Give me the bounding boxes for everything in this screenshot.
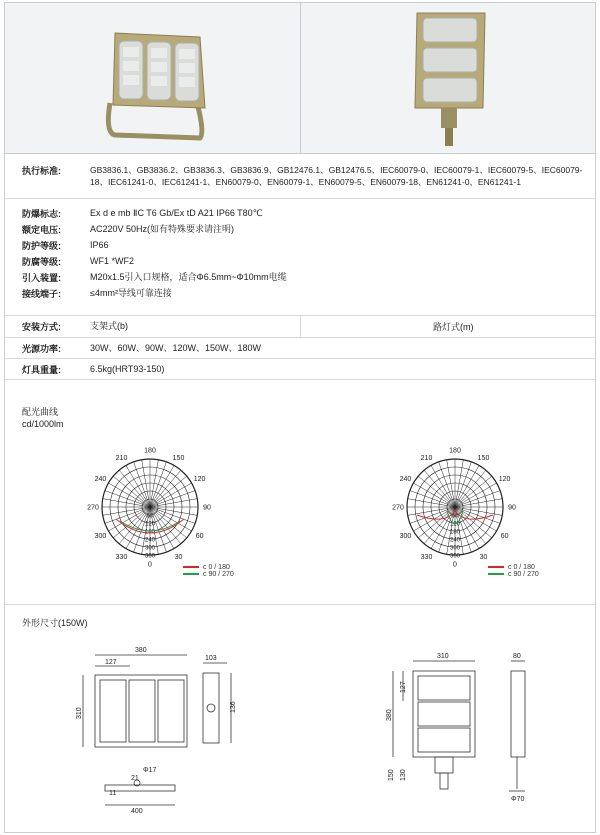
spec-row-voltage — [5, 223, 595, 239]
light-curve-section — [5, 382, 595, 605]
dimension-title: 外形尺寸(150W) — [22, 618, 88, 628]
dim-b: 11 — [109, 790, 117, 797]
dimension-drawing-bracket — [75, 633, 315, 833]
dim-h2: 380 — [386, 709, 393, 721]
angle-label: 60 — [500, 533, 509, 540]
ring-label: 180 — [144, 529, 156, 536]
spec-row-power — [5, 338, 595, 359]
polar-chart-bracket — [70, 432, 230, 582]
legend-label: c 90 / 270 — [508, 571, 539, 578]
spec-label: 安装方式: — [22, 322, 61, 332]
angle-label: 330 — [115, 554, 128, 562]
spec-label: 接线端子: — [22, 289, 61, 299]
ring-label: 300 — [449, 545, 461, 552]
spec-label: 光源功率: — [22, 344, 61, 354]
spec-row-ip — [5, 239, 595, 255]
dim-phi: Φ17 — [143, 767, 157, 774]
spec-value: AC220V 50Hz(如有特殊要求请注明) — [90, 224, 235, 234]
dim-h4: 150 — [388, 769, 395, 781]
dim-width: 310 — [437, 653, 449, 660]
angle-label: 30 — [174, 554, 183, 562]
ring-label: 240 — [144, 537, 156, 544]
legend-label: c 90 / 270 — [203, 571, 234, 578]
angle-label: 210 — [420, 454, 433, 462]
angle-label: 300 — [94, 533, 107, 540]
angle-label: 270 — [392, 504, 404, 512]
spec-value: WF1 *WF2 — [90, 256, 134, 266]
ring-label: 300 — [144, 545, 156, 552]
legend-green-swatch — [183, 573, 199, 575]
spec-value: 6.5kg(HRT93-150) — [90, 364, 165, 374]
street-lamp-photo — [301, 3, 596, 153]
angle-label: 150 — [172, 454, 185, 462]
dim-base: 400 — [131, 808, 143, 815]
ring-label: 180 — [449, 529, 461, 536]
spec-label: 额定电压: — [22, 225, 61, 235]
ring-label: 360 — [449, 553, 461, 560]
spec-label: 灯具重量: — [22, 365, 61, 375]
ring-label: 240 — [449, 537, 461, 544]
dim-h3: 130 — [400, 769, 407, 781]
polar-chart-street — [375, 432, 535, 582]
legend-street — [488, 564, 539, 578]
spec-value: Ex d e mb ⅡC T6 Gb/Ex tD A21 IP66 T80℃ — [90, 208, 263, 218]
legend-green-swatch — [488, 573, 504, 575]
ring-label: 120 — [449, 521, 461, 528]
dim-h1: 127 — [400, 681, 407, 693]
dimension-section — [5, 605, 595, 833]
ring-label: 120 — [144, 521, 156, 528]
install-bracket: 支架式(b) — [90, 321, 128, 331]
spec-label: 防护等级: — [22, 241, 61, 251]
legend-bracket — [183, 564, 234, 578]
angle-label: 120 — [498, 476, 511, 483]
legend-red-swatch — [488, 566, 504, 568]
spec-value: 30W、60W、90W、120W、150W、180W — [90, 343, 262, 353]
legend-red-swatch — [183, 566, 199, 568]
angle-label: 270 — [87, 504, 99, 512]
angle-label: 240 — [94, 476, 107, 483]
dim-a: 21 — [131, 775, 139, 782]
bracket-lamp-photo — [5, 3, 300, 153]
angle-label: 0 — [148, 561, 152, 569]
legend-label: c 0 / 180 — [203, 564, 230, 571]
spec-value: IP66 — [90, 240, 109, 250]
ring-label: 60 — [451, 513, 459, 520]
angle-label: 330 — [420, 554, 433, 562]
legend-label: c 0 / 180 — [508, 564, 535, 571]
dim-height: 310 — [76, 707, 83, 719]
ring-label: 60 — [146, 513, 154, 520]
spec-row-weight — [5, 359, 595, 380]
install-street: 路灯式(m) — [433, 322, 474, 332]
spec-value: M20x1.5引入口规格，适合Φ6.5mm~Φ10mm电缆 — [90, 272, 287, 282]
angle-label: 120 — [193, 476, 206, 483]
dimension-drawing-street — [385, 633, 585, 833]
product-sheet — [4, 2, 596, 833]
dim-width: 380 — [135, 647, 147, 654]
ring-label: 360 — [144, 553, 156, 560]
spec-row-standard — [5, 154, 595, 199]
angle-label: 90 — [508, 504, 516, 512]
angle-label: 150 — [477, 454, 490, 462]
spec-row-install — [5, 316, 595, 338]
angle-label: 210 — [115, 454, 128, 462]
dim-depth: 103 — [205, 655, 217, 662]
product-photos — [5, 3, 595, 154]
spec-label: 引入装置: — [22, 273, 61, 283]
angle-label: 0 — [453, 561, 457, 569]
spec-value: GB3836.1、GB3836.2、GB3836.3、GB3836.9、GB12476.1、GB12476.5、IEC60079-0、IEC60079-1、IEC60079-5、IEC60079-18、IEC61241-0、IEC61241-1、EN60079-0、EN60079-1、EN60079-5、EN60079-18、EN61241-0、EN61241-1 — [90, 165, 583, 187]
spec-table — [5, 154, 595, 380]
angle-label: 300 — [399, 533, 412, 540]
dim-depth: 80 — [513, 653, 521, 660]
spec-row-anticorrosion — [5, 255, 595, 271]
dim-phi: Φ70 — [511, 796, 525, 803]
spec-row-terminal — [5, 287, 595, 303]
spec-value: ≤4mm²导线可靠连接 — [90, 288, 172, 298]
dim-depth-2: 136 — [230, 701, 237, 713]
curve-title: 配光曲线 — [22, 407, 59, 417]
angle-label: 60 — [195, 533, 204, 540]
angle-label: 240 — [399, 476, 412, 483]
angle-label: 90 — [203, 504, 211, 512]
spec-group — [5, 199, 595, 316]
spec-label: 防腐等级: — [22, 257, 61, 267]
spec-label: 防爆标志: — [22, 209, 61, 219]
angle-label: 30 — [479, 554, 488, 562]
angle-label: 180 — [449, 447, 461, 455]
spec-row-entry — [5, 271, 595, 287]
angle-label: 180 — [144, 447, 156, 455]
dim-width-part: 127 — [105, 659, 117, 666]
curve-unit: cd/1000lm — [22, 419, 64, 429]
spec-row-ex-mark — [5, 207, 595, 223]
install-divider — [300, 316, 301, 338]
spec-label: 执行标准: — [22, 166, 61, 176]
